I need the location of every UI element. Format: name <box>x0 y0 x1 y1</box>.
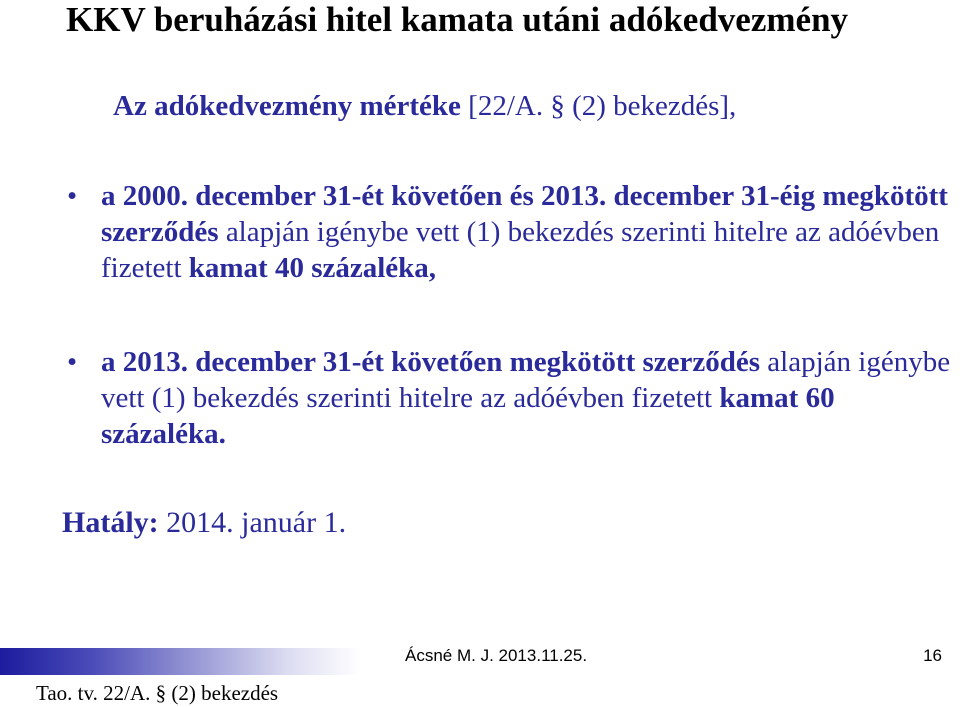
bullet-2-part-2: alapján igénybe vett (1) bekezdés szerinti hitelre az adóévben fizetett <box>101 346 951 414</box>
effective-label: Hatály: <box>62 506 159 539</box>
bullet-2-part-3: kamat 60 százaléka. <box>101 382 835 450</box>
subtitle-bold: Az adókedvezmény mértéke <box>113 90 461 122</box>
subtitle-normal: [22/A. § (2) bekezdés], <box>460 90 737 122</box>
page-number: 16 <box>923 646 942 665</box>
footer-reference: Tao. tv. 22/A. § (2) bekezdés <box>36 681 279 705</box>
bullet-text-2 <box>101 344 951 452</box>
footer-author: Ácsné M. J. 2013.11.25. <box>405 646 588 665</box>
bullet-text-1 <box>101 178 951 286</box>
effective-date <box>62 505 346 541</box>
bullet-symbol-1: • <box>67 180 78 212</box>
bullet-1-part-3: kamat 40 százaléka, <box>188 252 437 284</box>
subtitle <box>113 88 736 124</box>
bullet-1-part-2: alapján igénybe vett (1) bekezdés szerinti hitelre az adóévben fizetett <box>101 216 940 284</box>
bullet-symbol-2: • <box>67 346 78 378</box>
bullet-1-part-1: a 2000. december 31-ét követően és 2013. december 31-éig megkötött szerződés <box>101 180 948 248</box>
footer-gradient-bar <box>0 648 360 675</box>
slide-title: KKV beruházási hitel kamata utáni adókedvezmény <box>66 0 849 39</box>
bullet-2-part-1: a 2013. december 31-ét követően megkötött szerződés <box>101 346 761 378</box>
effective-value: 2014. január 1. <box>158 506 347 539</box>
